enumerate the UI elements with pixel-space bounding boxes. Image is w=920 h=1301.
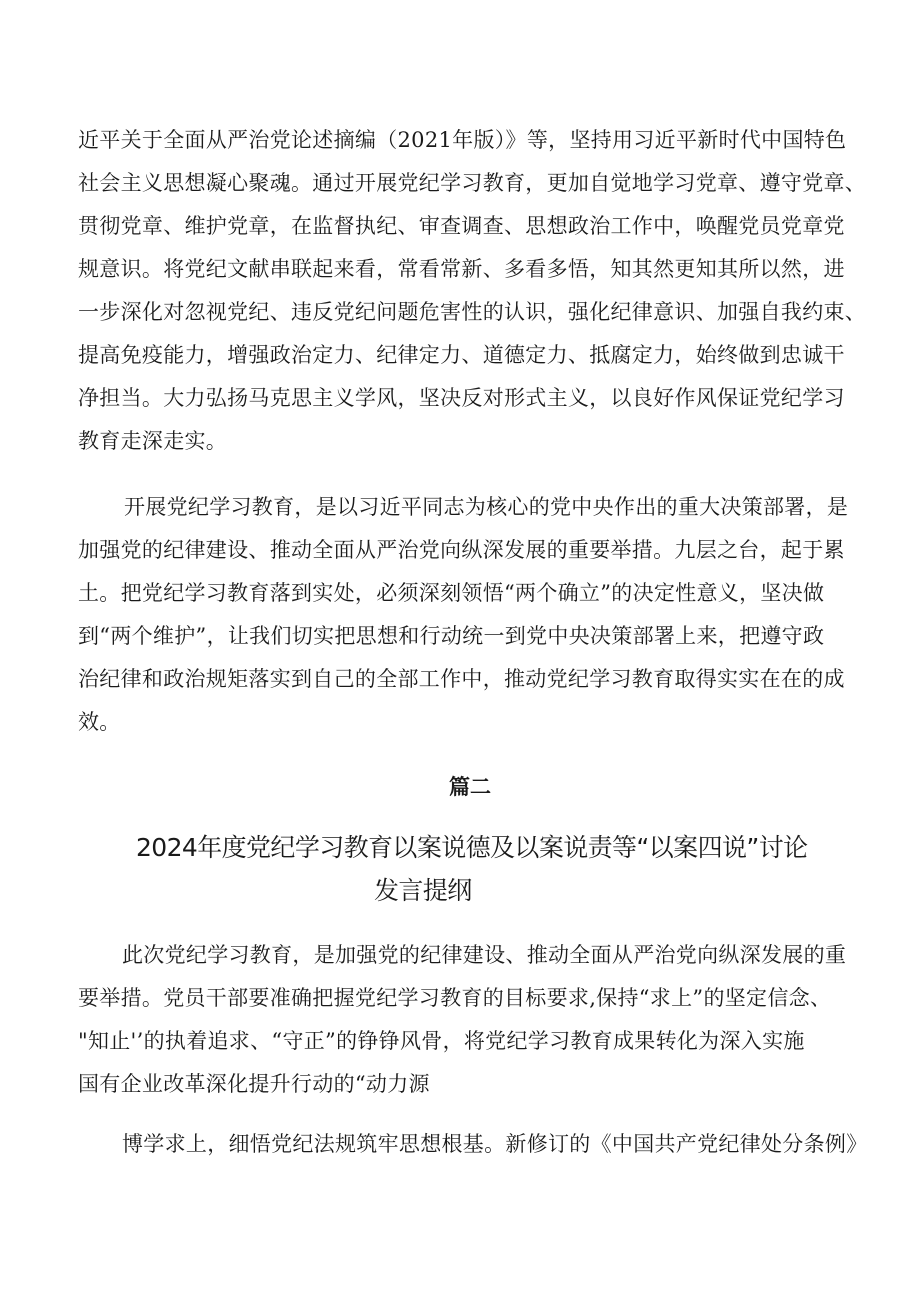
paragraph-line: 此次党纪学习教育，是加强党的纪律建设、推动全面从严治党向纵深发展的重 xyxy=(122,943,847,967)
paragraph-line: "知止'’的执着追求、“守正”的铮铮风骨，将党纪学习教育成果转化为深入实施 xyxy=(78,1029,805,1053)
paragraph-line: 到“两个维护”，让我们切实把思想和行动统一到党中央决策部署上来，把遵守政 xyxy=(78,624,825,648)
paragraph-line: 教育走深走实。 xyxy=(78,429,228,453)
section-label: 篇二 xyxy=(449,774,491,799)
paragraph-line: 开展党纪学习教育，是以习近平同志为核心的党中央作出的重大决策部署，是 xyxy=(124,495,849,519)
paragraph-line: 博学求上，细悟党纪法规筑牢思想根基。新修订的《中国共产党纪律处分条例》 xyxy=(122,1132,868,1156)
paragraph-line: 社会主义思想凝心聚魂。通过开展党纪学习教育，更加自觉地学习党章、遵守党章、 xyxy=(78,171,867,195)
paragraph-line: 加强党的纪律建设、推动全面从严治党向纵深发展的重要举措。九层之台，起于累 xyxy=(78,538,845,562)
paragraph-line: 贯彻党章、维护党章，在监督执纪、审查调查、思想政治工作中，唤醒党员党章党 xyxy=(78,214,845,238)
section-title-line-2: 发言提纲 xyxy=(374,876,472,905)
paragraph-line: 一步深化对忽视党纪、违反党纪问题危害性的认识，强化纪律意识、加强自我约束、 xyxy=(78,300,867,324)
paragraph-line: 近平关于全面从严治党论述摘编（2021年版）》等，坚持用习近平新时代中国特色 xyxy=(78,128,847,152)
paragraph-line: 土。把党纪学习教育落到实处，必须深刻领悟“两个确立”的决定性意义，坚决做 xyxy=(78,581,825,605)
paragraph-line: 国有企业改革深化提升行动的“动力源 xyxy=(78,1072,430,1096)
paragraph-line: 净担当。大力弘扬马克思主义学风，坚决反对形式主义，以良好作风保证党纪学习 xyxy=(78,386,845,410)
paragraph-line: 规意识。将党纪文献串联起来看，常看常新、多看多悟，知其然更知其所以然，进 xyxy=(78,257,845,281)
paragraph-line: 要举措。党员干部要准确把握党纪学习教育的目标要求,保持“求上”的坚定信念、 xyxy=(78,986,832,1010)
paragraph-line: 治纪律和政治规矩落实到自己的全部工作中，推动党纪学习教育取得实实在在的成 xyxy=(78,667,845,691)
paragraph-line: 提高免疫能力，增强政治定力、纪律定力、道德定力、抵腐定力，始终做到忠诚干 xyxy=(78,343,845,367)
paragraph-line: 效。 xyxy=(78,710,121,734)
section-title-line-1: 2024年度党纪学习教育以案说德及以案说责等“以案四说”讨论 xyxy=(136,833,808,862)
